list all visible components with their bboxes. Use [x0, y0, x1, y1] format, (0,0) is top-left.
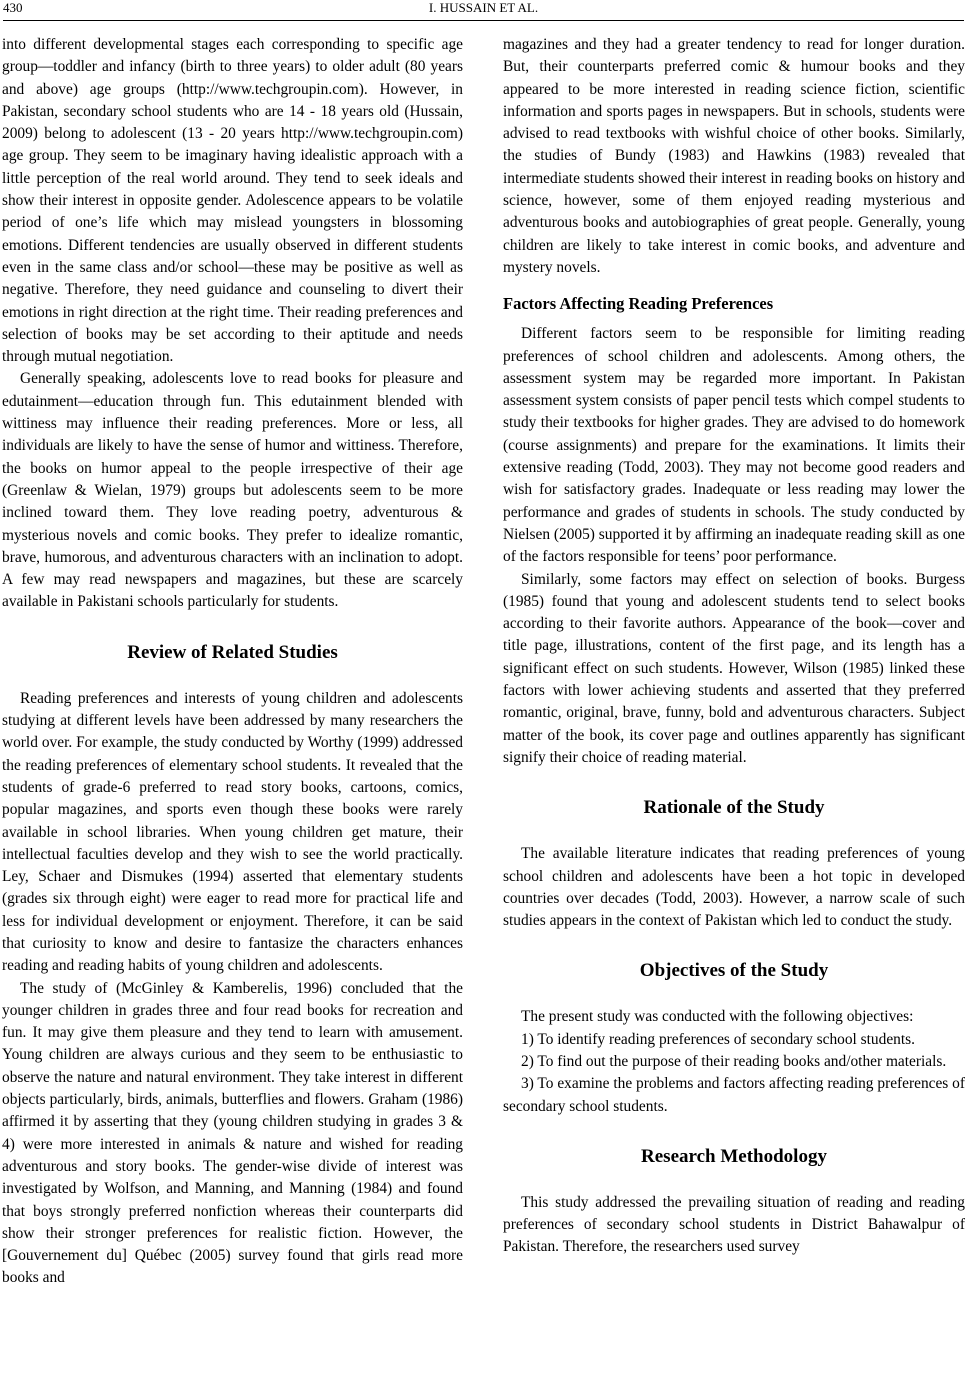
objective-item: 1) To identify reading preferences of secondary school students. [521, 1030, 915, 1048]
paragraph: Similarly, some factors may effect on selection of books. Burgess (1985) found that young and adolescent students tend to select books according to their favorite authors. Appearance of the book—cover and title page, illustrations, content of the first page, and its length has a significant effect on such students. However, Wilson (1985) linked these factors with lower achieving students and asserted that they preferred romantic, original, brave, funny, bold and adventurous characters. Subject matter of the book, its cover page and outlines apparently has significant signify their choice of reading material. [503, 570, 965, 766]
objective-item: 3) To examine the problems and factors affecting reading preferences of secondary school students. [503, 1075, 965, 1115]
right-column [503, 34, 965, 1259]
section-heading-rationale: Rationale of the Study [643, 797, 825, 819]
subsection-heading-factors: Factors Affecting Reading Preferences [503, 294, 774, 314]
paragraph: into different developmental stages each corresponding to specific age group—toddler and infancy (birth to three years) to older adult (80 years and above) age groups (http://www.techgroupin.com). However, in Pakistan, secondary school students who are 14 - 18 years old (Hussain, 2009) belong to adolescent (13 - 20 years http://www.techgroupin.com) age group. They seem to be imaginary having idealistic approach with a little perception of the real world around. They tend to seek ideals and show their interest in opposite gender. Adolescence appears to be volatile period of one’s life which may mislead youngsters in blossoming emotions. Different tendencies are usually observed in different students even in the same class and/or school—these may be positive as well as negative. Therefore, they need guidance and counseling to divert their emotions in right direction at the right time. Their reading preferences and selection of books may be set according to their aptitude and needs through mutual negotiation. [2, 36, 463, 366]
paragraph: The study of (McGinley & Kamberelis, 1996) concluded that the younger children in grades three and four read books for recreation and fun. It may give them pleasure and they tend to learn with amusement. Young children are always curious and they seem to be enthusiastic to observe the nature and natural environment. They take interest in different objects particularly, birds, animals, butterflies and flowers. Graham (1986) affirmed it by asserting that they (young children studying in grades 3 & 4) were more interested in animals & nature and wished for reading adventurous and story books. The gender-wise divide of interest was investigated by Wolfson, and Manning, and Manning (1984) and found that boys strongly preferred nonfiction whereas their counterparts did show their stronger preferences for realistic fiction. However, the [Gouvernement du] Québec (2005) survey found that girls read more books and [2, 979, 463, 1287]
paragraph: magazines and they had a greater tendency to read for longer duration. But, their counterparts preferred comic & humour books and they appeared to be more interested in reading science fiction, scientific information and sports pages in newspapers. But in schools, students were advised to read textbooks with wishful choice of other books. Similarly, the studies of Bundy (1983) and Hawkins (1983) revealed that intermediate students showed their interest in reading books on history and science, however, some of them enjoyed reading mysterious and adventurous books and autobiographies of great people. Generally, young children are likely to take interest in comic books, and adventure and mystery novels. [503, 36, 965, 276]
paragraph: The present study was conducted with the following objectives: [521, 1008, 914, 1026]
left-column [2, 34, 463, 1290]
section-heading-methodology: Research Methodology [641, 1145, 827, 1167]
paragraph: This study addressed the prevailing situation of reading and reading preferences of secondary school students in District Bahawalpur of Pakistan. Therefore, the researchers used survey [503, 1193, 965, 1256]
paragraph: Reading preferences and interests of young children and adolescents studying at different levels have been addressed by many researchers the world over. For example, the study conducted by Worthy (1999) addressed the reading preferences of elementary school students. It revealed that the students of grade-6 preferred to read story books, cartoons, comics, popular magazines, and sports even though these books were rarely available in school libraries. When young children get mature, their intellectual faculties develop and they wish to see the world practically. Ley, Schaer and Dismukes (1994) asserted that elementary students (grades six through eight) were eager to read more for practical life and less for individual development or enjoyment. Therefore, it can be said that curiosity to know and desire to fantasize the characters enhances reading and reading habits of young children and adolescents. [2, 689, 463, 975]
header-rule [3, 20, 964, 21]
running-head: I. HUSSAIN ET AL. [428, 0, 539, 15]
section-heading-objectives: Objectives of the Study [639, 960, 829, 982]
objective-item: 2) To find out the purpose of their reading books and/other materials. [521, 1052, 947, 1070]
paragraph: Different factors seem to be responsible for limiting reading preferences of school children and adolescents. Among others, the assessment system may be regarded more important. In Pakistan assessment system consists of paper pencil tests which compel students to study their textbooks for higher grades. They are advised to do homework (course assignments) and prepare for the examinations. It limits their extensive reading (Todd, 2003). They may not become good readers and wish for satisfactory grades. Inadequate or less reading may lower the performance and grades of students in schools. The study conducted by Nielsen (2005) supported it by affirming an inadequate reading skill as one of the factors responsible for teens’ poor performance. [503, 325, 965, 566]
paragraph: The available literature indicates that reading preferences of young school children and adolescents have been a hot topic in developed countries over decades (Todd, 2003). However, a narrow scale of such studies appears in the context of Pakistan which led to conduct the study. [503, 845, 965, 930]
page-header [0, 0, 967, 28]
paragraph: Generally speaking, adolescents love to read books for pleasure and edutainment—education through fun. This edutainment blended with wittiness may influence their reading preferences. More or less, all individuals are likely to have the sense of humor and wittiness. Therefore, the books on humor appeal to the people irrespective of their age (Greenlaw & Wielan, 1979) groups but adolescents seem to be more inclined toward them. They love reading poetry, adventurous & mysterious novels and comic books. They prefer to idealize romantic, brave, humorous, and adventurous characters with an inclination to adopt. A few may read newspapers and magazines, but these are scarcely available in Pakistani schools particularly for students. [2, 370, 463, 611]
section-heading-review: Review of Related Studies [127, 641, 338, 663]
page-number: 430 [3, 0, 23, 15]
